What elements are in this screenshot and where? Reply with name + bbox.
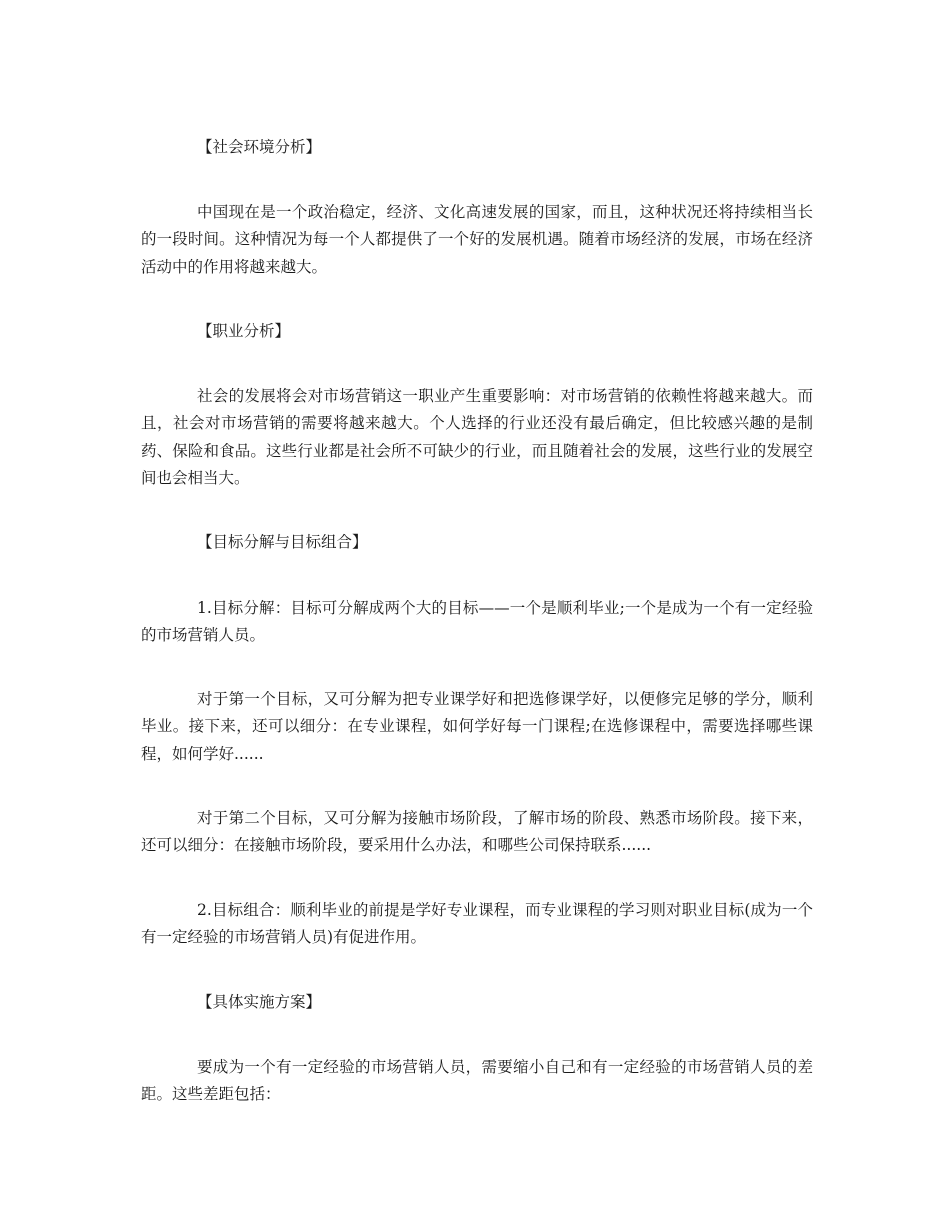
- paragraph-first-goal: 对于第一个目标，又可分解为把专业课学好和把选修课学好，以便修完足够的学分，顺利毕业。接下来，还可以细分：在专业课程，如何学好每一门课程;在选修课程中，需要选择哪些课程，如何学好......: [141, 690, 813, 763]
- section-heading-goal-decomposition: 【目标分解与目标组合】: [197, 533, 368, 551]
- paragraph-social-environment: 中国现在是一个政治稳定，经济、文化高速发展的国家，而且，这种状况还将持续相当长的一段时间。这种情况为每一个人都提供了一个好的发展机遇。随着市场经济的发展，市场在经济活动中的作用将越来越大。: [141, 203, 813, 276]
- paragraph-goal-combination: 2.目标组合：顺利毕业的前提是学好专业课程，而专业课程的学习则对职业目标(成为一个有一定经验的市场营销人员)有促进作用。: [141, 901, 813, 947]
- section-heading-implementation-plan: 【具体实施方案】: [197, 993, 322, 1011]
- paragraph-second-goal: 对于第二个目标，又可分解为接触市场阶段，了解市场的阶段、熟悉市场阶段。接下来，还可以细分：在接触市场阶段，要采用什么办法，和哪些公司保持联系......: [141, 809, 813, 855]
- paragraph-goal-decomposition: 1.目标分解：目标可分解成两个大的目标——一个是顺利毕业;一个是成为一个有一定经验的市场营销人员。: [141, 599, 813, 645]
- paragraph-career-analysis: 社会的发展将会对市场营销这一职业产生重要影响：对市场营销的依赖性将越来越大。而且，社会对市场营销的需要将越来越大。个人选择的行业还没有最后确定，但比较感兴趣的是制药、保险和食品。这些行业都是社会所不可缺少的行业，而且随着社会的发展，这些行业的发展空间也会相当大。: [141, 387, 813, 487]
- section-heading-social-environment: 【社会环境分析】: [197, 138, 322, 156]
- section-heading-career-analysis: 【职业分析】: [197, 322, 291, 340]
- paragraph-implementation-plan: 要成为一个有一定经验的市场营销人员，需要缩小自己和有一定经验的市场营销人员的差距。这些差距包括：: [141, 1058, 813, 1104]
